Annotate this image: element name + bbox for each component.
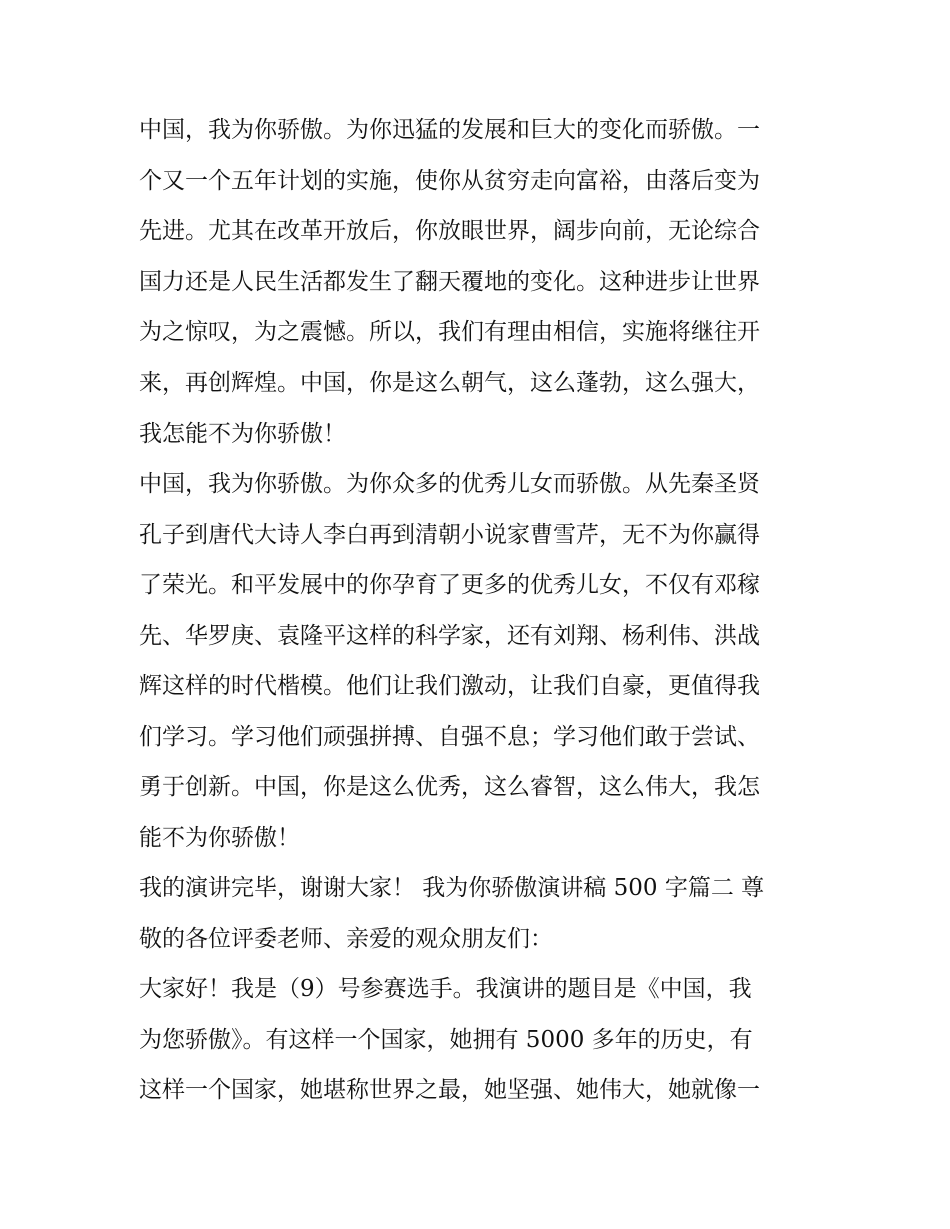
text-line: 们学习。学习他们顽强拼搏、自强不息；学习他们敢于尝试、 (139, 724, 760, 750)
text-line: 孔子到唐代大诗人李白再到清朝小说家曹雪芹，无不为你赢得 (139, 522, 760, 548)
text-line: 能不为你骄傲！ (139, 825, 300, 851)
text-line: 中国，我为你骄傲。为你迅猛的发展和巨大的变化而骄傲。一 (139, 117, 760, 143)
text-line: 来，再创辉煌。中国，你是这么朝气，这么蓬勃，这么强大， (139, 370, 760, 396)
text-line: 大家好！我是（9）号参赛选手。我演讲的题目是《中国，我 (139, 976, 752, 1002)
text-line: 勇于创新。中国，你是这么优秀，这么睿智，这么伟大，我怎 (139, 774, 760, 800)
text-line: 这样一个国家，她堪称世界之最，她坚强、她伟大，她就像一 (139, 1077, 760, 1103)
text-line: 为之惊叹，为之震憾。所以，我们有理由相信，实施将继往开 (139, 319, 760, 345)
text-line: 敬的各位评委老师、亲爱的观众朋友们： (139, 926, 553, 952)
text-line: 了荣光。和平发展中的你孕育了更多的优秀儿女，不仅有邓稼 (139, 572, 760, 598)
text-line: 为您骄傲》。有这样一个国家，她拥有 5000 多年的历史，有 (139, 1027, 753, 1053)
text-line: 中国，我为你骄傲。为你众多的优秀儿女而骄傲。从先秦圣贤 (139, 471, 760, 497)
text-line: 我怎能不为你骄傲！ (139, 421, 346, 447)
text-line: 先、华罗庚、袁隆平这样的科学家，还有刘翔、杨利伟、洪战 (139, 623, 760, 649)
text-line: 个又一个五年计划的实施，使你从贫穷走向富裕，由落后变为 (139, 168, 760, 194)
text-line: 国力还是人民生活都发生了翻天覆地的变化。这种进步让世界 (139, 269, 760, 295)
text-line: 辉这样的时代楷模。他们让我们激动，让我们自豪，更值得我 (139, 673, 760, 699)
text-line: 先进。尤其在改革开放后，你放眼世界，阔步向前，无论综合 (139, 218, 760, 244)
text-line: 我的演讲完毕，谢谢大家！ 我为你骄傲演讲稿 500 字篇二 尊 (139, 875, 765, 901)
